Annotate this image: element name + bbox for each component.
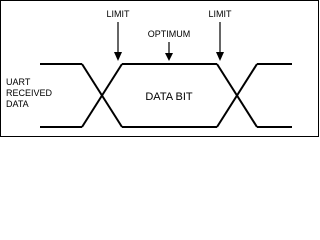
limit-left-arrow-head [114,52,122,61]
limit-right-arrow-head [216,52,224,61]
optimum-arrow-head [165,53,173,61]
figure-border [1,1,319,137]
signal-name-line-2: RECEIVED [6,88,53,98]
limit-right-label: LIMIT [208,9,232,19]
optimum-label: OPTIMUM [147,29,191,39]
signal-name-line-3: DATA [6,99,29,109]
limit-left-label: LIMIT [106,9,130,19]
signal-name-line-1: UART [6,77,31,87]
data-bit-label: DATA BIT [145,91,193,103]
